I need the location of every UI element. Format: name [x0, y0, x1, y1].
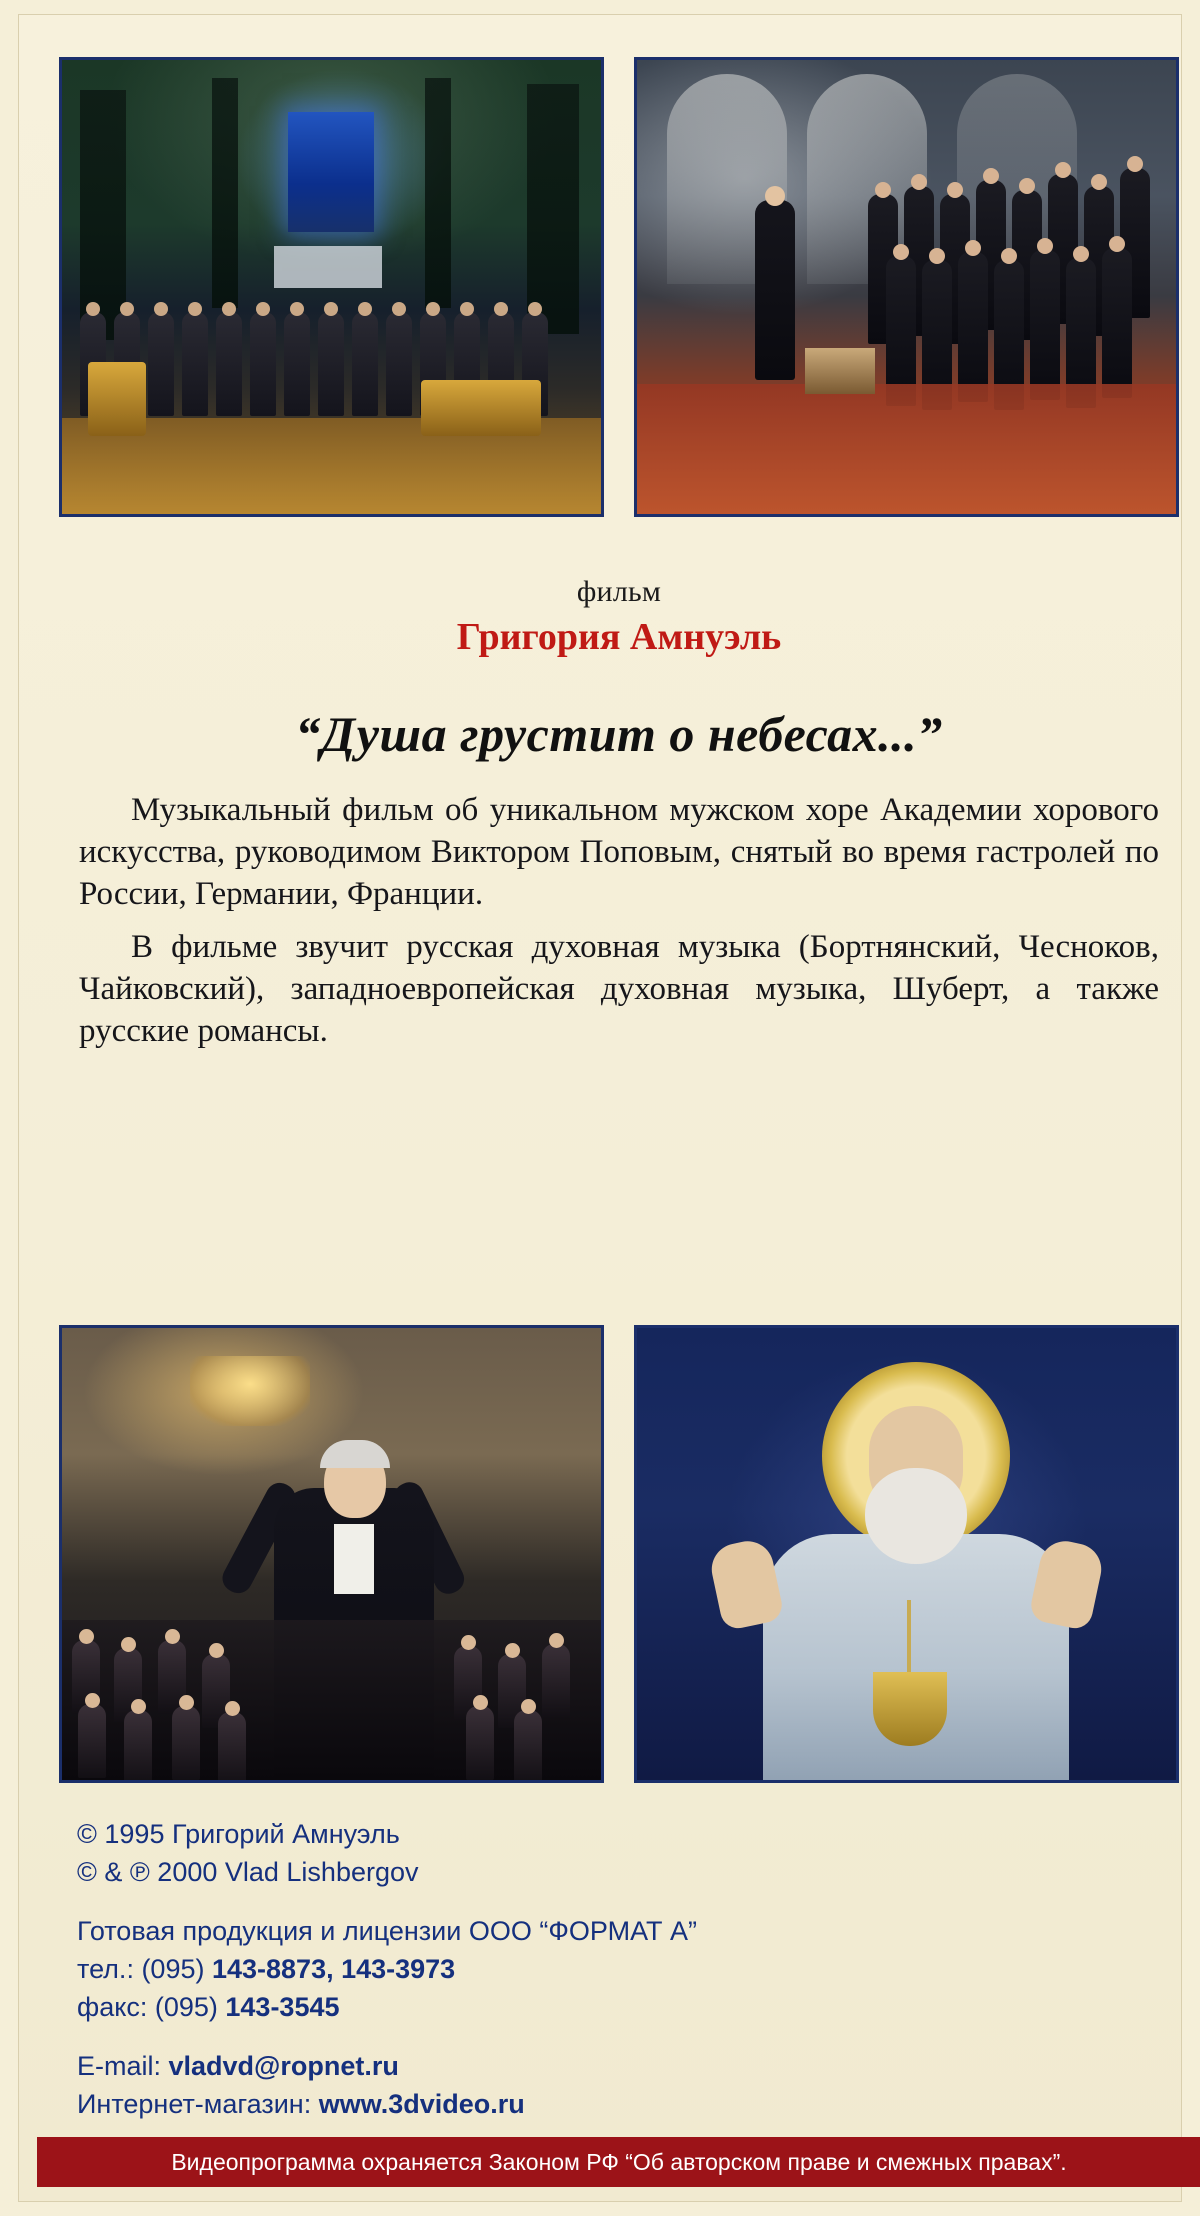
copyright-video: © & ℗ 2000 Vlad Lishbergov	[77, 1857, 419, 1888]
email-value[interactable]: vladvd@ropnet.ru	[168, 2050, 399, 2081]
legal-notice-text: Видеопрограмма охраняется Законом РФ “Об авторском праве и смежных правах”.	[171, 2148, 1067, 2175]
photo-church-interior	[59, 57, 604, 517]
fax-number: 143-3545	[225, 1992, 340, 2023]
audience-group	[62, 1620, 601, 1780]
director-name: Григория Амнуэль	[456, 616, 782, 658]
email-label: E-mail:	[77, 2050, 169, 2081]
synopsis-paragraph-1: Музыкальный фильм об уникальном мужском хоре Академии хорового искусства, руководимом Виктором Поповым, снятый во время гастролей по России, Германии, Франции.	[79, 792, 1159, 913]
cover-card	[18, 14, 1182, 2202]
photo-conductor-hall	[59, 1325, 604, 1783]
email-line	[77, 2047, 1157, 2085]
shop-line	[77, 2085, 1157, 2123]
legal-notice-bar	[37, 2137, 1200, 2187]
credit-label: фильм	[576, 575, 662, 608]
fax-line	[77, 1988, 1157, 2026]
film-title: “Душа грустит о небесах...”	[295, 706, 943, 762]
copyright-film: © 1995 Григорий Амнуэль	[77, 1819, 400, 1849]
phone-label: тел.: (095)	[77, 1953, 212, 1984]
phone-numbers: 143-8873, 143-3973	[211, 1953, 456, 1984]
synopsis-paragraph-2: В фильме звучит русская духовная музыка (Бортнянский, Чесноков, Чайковский), западноевропейская духовная музыка, Шуберт, а также русские романсы.	[79, 928, 1159, 1050]
fax-label: факс: (095)	[77, 1992, 226, 2023]
photo-saint-icon	[634, 1325, 1179, 1783]
cover-text-block	[79, 575, 1159, 1052]
photo-conductor-choir	[634, 57, 1179, 517]
colophon	[77, 1815, 1157, 2143]
production-line: Готовая продукция и лицензии ООО “ФОРМАТ А”	[77, 1915, 697, 1946]
shop-value[interactable]: www.3dvideo.ru	[318, 2088, 525, 2119]
shop-label: Интернет-магазин:	[77, 2088, 319, 2119]
phone-line	[77, 1950, 1157, 1988]
